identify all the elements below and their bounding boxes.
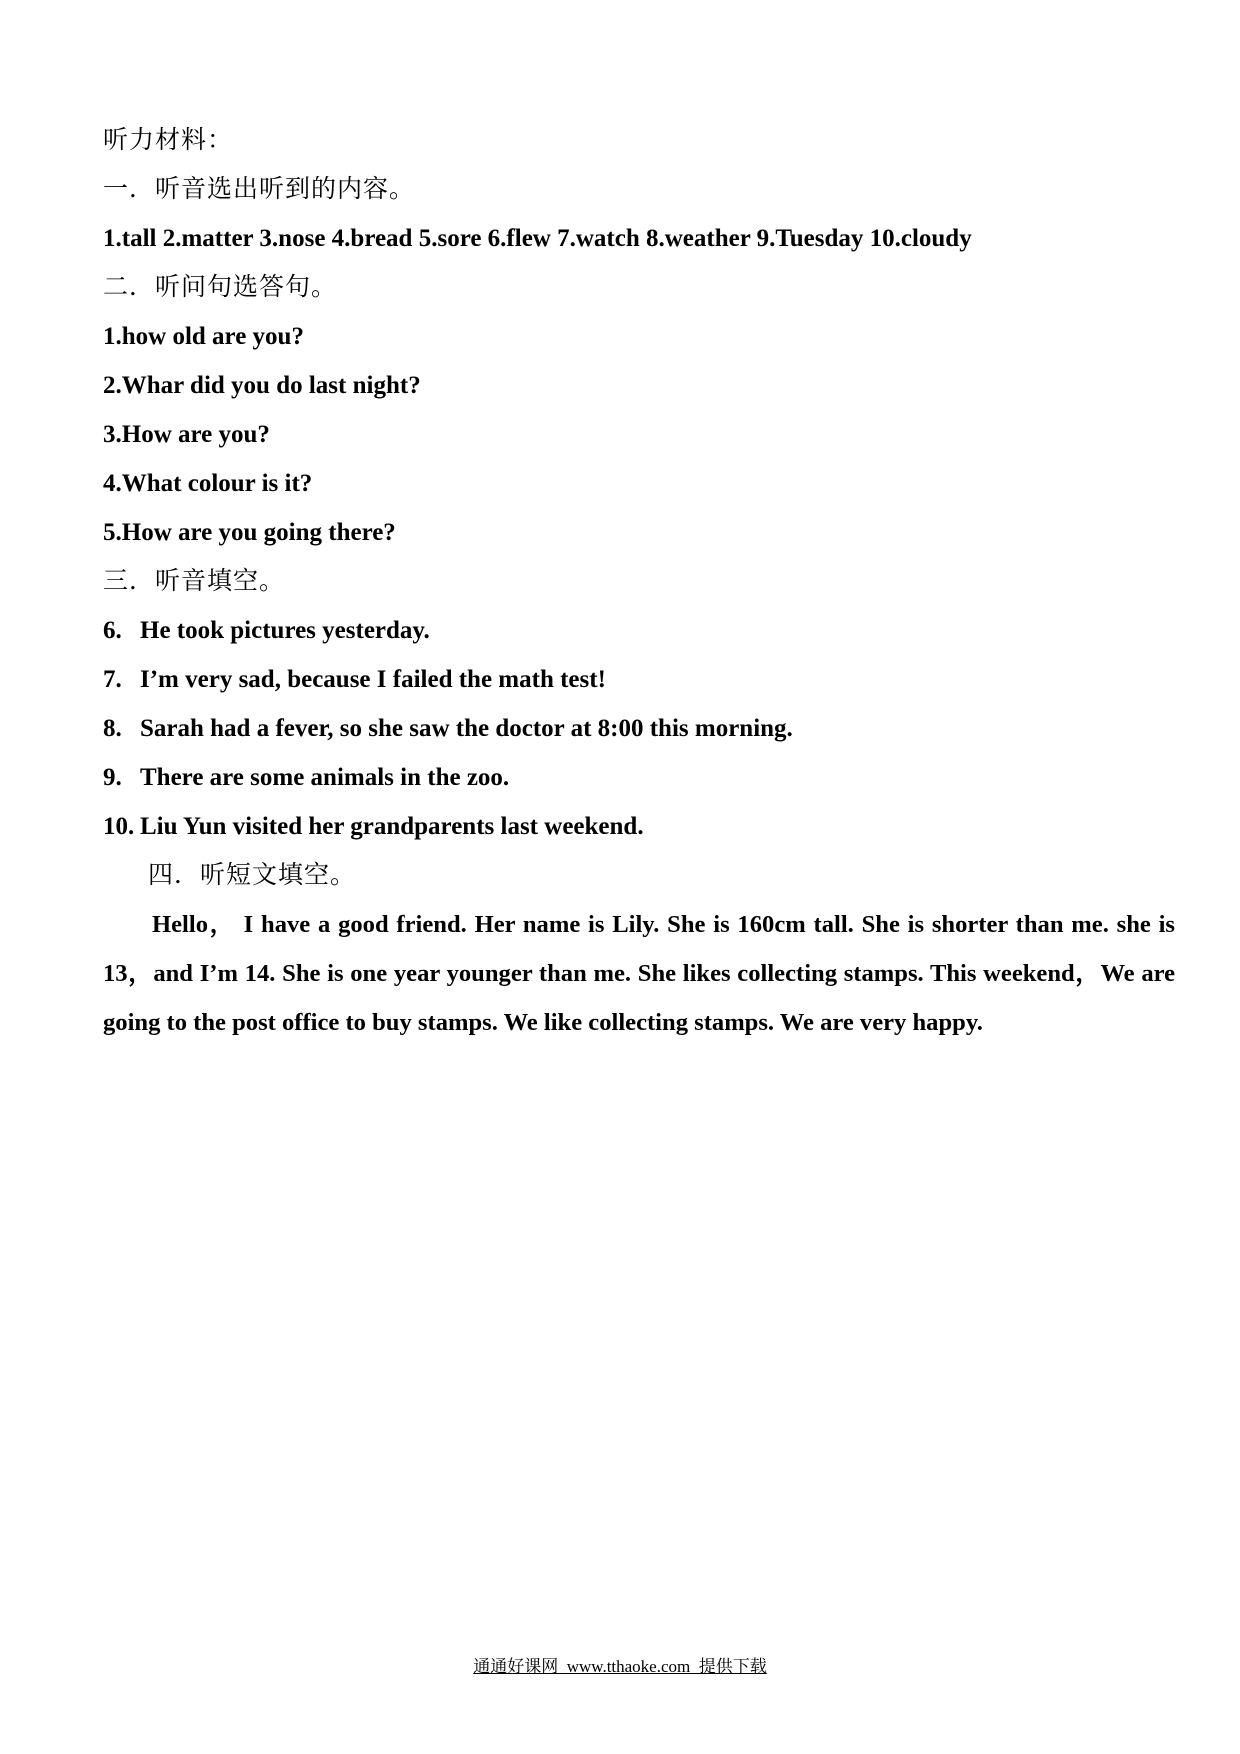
statement-text: Sarah had a fever, so she saw the doctor at 8:00 this morning.	[140, 715, 793, 742]
section2-title: 二．听问句选答句。	[103, 274, 338, 301]
statement-text: He took pictures yesterday.	[140, 617, 430, 644]
statement-number: 6.	[103, 617, 122, 644]
statement-number: 7.	[103, 666, 122, 693]
statement-number: 8.	[103, 715, 122, 742]
statement-number: 10.	[103, 813, 135, 840]
section1-title: 一．听音选出听到的内容。	[103, 176, 416, 203]
statement-line-9	[103, 753, 1175, 802]
question-line-4: 4.What colour is it?	[103, 470, 313, 497]
question-line-1: 1.how old are you?	[103, 323, 304, 350]
statement-line-6	[103, 606, 1175, 655]
document-body	[103, 116, 1175, 1047]
statement-text: There are some animals in the zoo.	[140, 764, 510, 791]
question-line-2: 2.Whar did you do last night?	[103, 372, 421, 399]
statement-line-7	[103, 655, 1175, 704]
statement-number: 9.	[103, 764, 122, 791]
section4-title: 四．听短文填空。	[148, 862, 357, 889]
statement-text: Liu Yun visited her grandparents last weekend.	[140, 813, 644, 840]
footer	[0, 1652, 1240, 1683]
question-line-3: 3.How are you?	[103, 421, 270, 448]
statement-line-10	[103, 802, 1175, 851]
page-heading: 听力材料：	[103, 127, 234, 154]
paragraph-line-3: going to the post office to buy stamps. We like collecting stamps. We are very happy.	[103, 1009, 983, 1036]
footer-watermark-link[interactable]: 通通好课网 www.tthaoke.com 提供下载	[473, 1657, 767, 1676]
statement-line-8	[103, 704, 1175, 753]
statement-text: I’m very sad, because I failed the math test!	[140, 666, 606, 693]
question-line-5: 5.How are you going there?	[103, 519, 396, 546]
section1-answer-words: 1.tall 2.matter 3.nose 4.bread 5.sore 6.flew 7.watch 8.weather 9.Tuesday 10.cloudy	[103, 225, 972, 252]
paragraph-line-2: 13，and I’m 14. She is one year younger than me. She likes collecting stamps. This weekend，We are	[103, 960, 1175, 987]
section3-title: 三．听音填空。	[103, 568, 286, 595]
paragraph-line-1: Hello， I have a good friend. Her name is Lily. She is 160cm tall. She is shorter than me. she is	[152, 911, 1175, 938]
